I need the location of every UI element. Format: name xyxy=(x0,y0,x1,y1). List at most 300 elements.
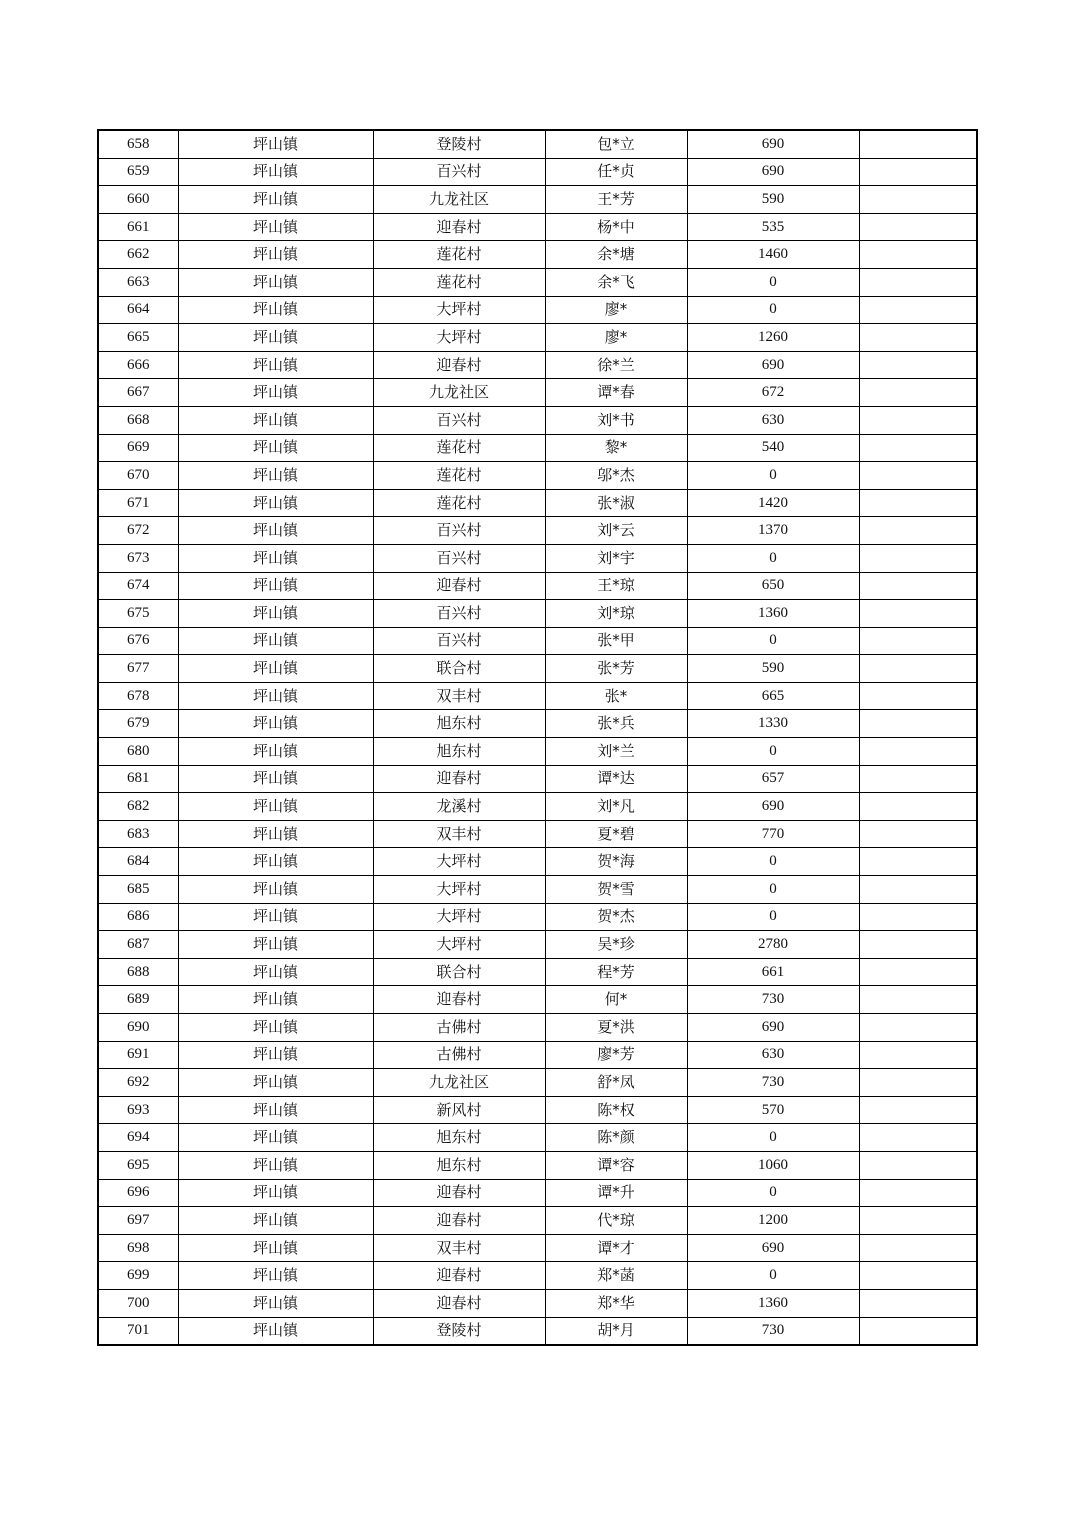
person-name-cell: 余*塘 xyxy=(545,241,687,269)
town-cell: 坪山镇 xyxy=(178,931,373,959)
note-cell xyxy=(859,1234,977,1262)
village-cell: 百兴村 xyxy=(373,158,545,186)
town-cell: 坪山镇 xyxy=(178,241,373,269)
town-cell: 坪山镇 xyxy=(178,848,373,876)
village-cell: 百兴村 xyxy=(373,544,545,572)
note-cell xyxy=(859,186,977,214)
table-row xyxy=(98,1096,977,1124)
town-cell: 坪山镇 xyxy=(178,351,373,379)
amount-cell: 630 xyxy=(687,1041,859,1069)
serial-number-cell: 687 xyxy=(98,931,178,959)
serial-number-cell: 680 xyxy=(98,738,178,766)
amount-cell: 0 xyxy=(687,627,859,655)
amount-cell: 770 xyxy=(687,820,859,848)
village-cell: 迎春村 xyxy=(373,351,545,379)
amount-cell: 665 xyxy=(687,682,859,710)
table-row xyxy=(98,876,977,904)
table-row xyxy=(98,1179,977,1207)
serial-number-cell: 697 xyxy=(98,1207,178,1235)
serial-number-cell: 685 xyxy=(98,876,178,904)
note-cell xyxy=(859,738,977,766)
amount-cell: 0 xyxy=(687,1124,859,1152)
table-row xyxy=(98,1262,977,1290)
village-cell: 双丰村 xyxy=(373,1234,545,1262)
serial-number-cell: 696 xyxy=(98,1179,178,1207)
note-cell xyxy=(859,241,977,269)
table-row xyxy=(98,820,977,848)
town-cell: 坪山镇 xyxy=(178,489,373,517)
person-name-cell: 陈*颜 xyxy=(545,1124,687,1152)
person-name-cell: 贺*雪 xyxy=(545,876,687,904)
amount-cell: 535 xyxy=(687,213,859,241)
note-cell xyxy=(859,682,977,710)
person-name-cell: 张*甲 xyxy=(545,627,687,655)
amount-cell: 690 xyxy=(687,1234,859,1262)
serial-number-cell: 672 xyxy=(98,517,178,545)
person-name-cell: 刘*书 xyxy=(545,406,687,434)
town-cell: 坪山镇 xyxy=(178,738,373,766)
note-cell xyxy=(859,489,977,517)
table-row xyxy=(98,544,977,572)
amount-cell: 2780 xyxy=(687,931,859,959)
note-cell xyxy=(859,406,977,434)
table-row xyxy=(98,1124,977,1152)
note-cell xyxy=(859,655,977,683)
note-cell xyxy=(859,268,977,296)
table-row xyxy=(98,1207,977,1235)
person-name-cell: 刘*宇 xyxy=(545,544,687,572)
town-cell: 坪山镇 xyxy=(178,903,373,931)
table-row xyxy=(98,765,977,793)
table-row xyxy=(98,627,977,655)
note-cell xyxy=(859,324,977,352)
village-cell: 百兴村 xyxy=(373,627,545,655)
serial-number-cell: 695 xyxy=(98,1151,178,1179)
person-name-cell: 夏*洪 xyxy=(545,1014,687,1042)
village-cell: 登陵村 xyxy=(373,130,545,158)
serial-number-cell: 689 xyxy=(98,986,178,1014)
table-row xyxy=(98,324,977,352)
table-row xyxy=(98,296,977,324)
serial-number-cell: 683 xyxy=(98,820,178,848)
village-cell: 迎春村 xyxy=(373,1289,545,1317)
serial-number-cell: 676 xyxy=(98,627,178,655)
village-cell: 迎春村 xyxy=(373,986,545,1014)
town-cell: 坪山镇 xyxy=(178,158,373,186)
note-cell xyxy=(859,600,977,628)
amount-cell: 690 xyxy=(687,158,859,186)
table-row xyxy=(98,130,977,158)
table-row xyxy=(98,958,977,986)
town-cell: 坪山镇 xyxy=(178,1262,373,1290)
serial-number-cell: 679 xyxy=(98,710,178,738)
amount-cell: 1200 xyxy=(687,1207,859,1235)
serial-number-cell: 698 xyxy=(98,1234,178,1262)
village-cell: 迎春村 xyxy=(373,765,545,793)
town-cell: 坪山镇 xyxy=(178,186,373,214)
table-row xyxy=(98,931,977,959)
village-cell: 大坪村 xyxy=(373,903,545,931)
amount-cell: 661 xyxy=(687,958,859,986)
amount-cell: 1360 xyxy=(687,600,859,628)
town-cell: 坪山镇 xyxy=(178,517,373,545)
table-row xyxy=(98,489,977,517)
amount-cell: 690 xyxy=(687,130,859,158)
note-cell xyxy=(859,876,977,904)
amount-cell: 1420 xyxy=(687,489,859,517)
note-cell xyxy=(859,1262,977,1290)
serial-number-cell: 684 xyxy=(98,848,178,876)
person-name-cell: 谭*才 xyxy=(545,1234,687,1262)
table-row xyxy=(98,434,977,462)
amount-cell: 1360 xyxy=(687,1289,859,1317)
serial-number-cell: 665 xyxy=(98,324,178,352)
town-cell: 坪山镇 xyxy=(178,1234,373,1262)
person-name-cell: 贺*海 xyxy=(545,848,687,876)
amount-cell: 1370 xyxy=(687,517,859,545)
person-name-cell: 郑*华 xyxy=(545,1289,687,1317)
village-cell: 百兴村 xyxy=(373,406,545,434)
town-cell: 坪山镇 xyxy=(178,682,373,710)
village-cell: 莲花村 xyxy=(373,434,545,462)
person-name-cell: 贺*杰 xyxy=(545,903,687,931)
amount-cell: 0 xyxy=(687,848,859,876)
person-name-cell: 郑*菡 xyxy=(545,1262,687,1290)
person-name-cell: 王*芳 xyxy=(545,186,687,214)
person-name-cell: 陈*权 xyxy=(545,1096,687,1124)
person-name-cell: 邬*杰 xyxy=(545,462,687,490)
amount-cell: 0 xyxy=(687,1179,859,1207)
amount-cell: 0 xyxy=(687,296,859,324)
person-name-cell: 程*芳 xyxy=(545,958,687,986)
amount-cell: 0 xyxy=(687,903,859,931)
note-cell xyxy=(859,434,977,462)
village-cell: 联合村 xyxy=(373,958,545,986)
amount-cell: 690 xyxy=(687,351,859,379)
table-row xyxy=(98,710,977,738)
person-name-cell: 何* xyxy=(545,986,687,1014)
town-cell: 坪山镇 xyxy=(178,296,373,324)
table-row xyxy=(98,848,977,876)
note-cell xyxy=(859,1289,977,1317)
village-cell: 双丰村 xyxy=(373,820,545,848)
note-cell xyxy=(859,1096,977,1124)
person-name-cell: 任*贞 xyxy=(545,158,687,186)
note-cell xyxy=(859,351,977,379)
amount-cell: 730 xyxy=(687,1069,859,1097)
town-cell: 坪山镇 xyxy=(178,1207,373,1235)
amount-cell: 0 xyxy=(687,462,859,490)
serial-number-cell: 690 xyxy=(98,1014,178,1042)
serial-number-cell: 692 xyxy=(98,1069,178,1097)
table-row xyxy=(98,186,977,214)
town-cell: 坪山镇 xyxy=(178,986,373,1014)
town-cell: 坪山镇 xyxy=(178,710,373,738)
amount-cell: 0 xyxy=(687,876,859,904)
person-name-cell: 夏*碧 xyxy=(545,820,687,848)
note-cell xyxy=(859,627,977,655)
table-row xyxy=(98,682,977,710)
table-row xyxy=(98,986,977,1014)
table-row xyxy=(98,1014,977,1042)
note-cell xyxy=(859,158,977,186)
serial-number-cell: 688 xyxy=(98,958,178,986)
serial-number-cell: 674 xyxy=(98,572,178,600)
village-cell: 大坪村 xyxy=(373,876,545,904)
village-cell: 大坪村 xyxy=(373,931,545,959)
village-cell: 莲花村 xyxy=(373,462,545,490)
note-cell xyxy=(859,793,977,821)
table-row xyxy=(98,379,977,407)
note-cell xyxy=(859,931,977,959)
table-row xyxy=(98,793,977,821)
amount-cell: 0 xyxy=(687,268,859,296)
amount-cell: 0 xyxy=(687,1262,859,1290)
village-cell: 大坪村 xyxy=(373,296,545,324)
person-name-cell: 余*飞 xyxy=(545,268,687,296)
amount-cell: 590 xyxy=(687,186,859,214)
village-cell: 双丰村 xyxy=(373,682,545,710)
amount-cell: 1060 xyxy=(687,1151,859,1179)
person-name-cell: 谭*春 xyxy=(545,379,687,407)
village-cell: 登陵村 xyxy=(373,1317,545,1345)
village-cell: 九龙社区 xyxy=(373,379,545,407)
note-cell xyxy=(859,765,977,793)
person-name-cell: 谭*升 xyxy=(545,1179,687,1207)
note-cell xyxy=(859,958,977,986)
town-cell: 坪山镇 xyxy=(178,1096,373,1124)
amount-cell: 630 xyxy=(687,406,859,434)
town-cell: 坪山镇 xyxy=(178,379,373,407)
village-cell: 古佛村 xyxy=(373,1041,545,1069)
town-cell: 坪山镇 xyxy=(178,627,373,655)
serial-number-cell: 667 xyxy=(98,379,178,407)
table-row xyxy=(98,1151,977,1179)
village-cell: 九龙社区 xyxy=(373,1069,545,1097)
village-cell: 旭东村 xyxy=(373,1124,545,1152)
village-cell: 百兴村 xyxy=(373,517,545,545)
serial-number-cell: 678 xyxy=(98,682,178,710)
serial-number-cell: 681 xyxy=(98,765,178,793)
town-cell: 坪山镇 xyxy=(178,1069,373,1097)
table-row xyxy=(98,600,977,628)
town-cell: 坪山镇 xyxy=(178,958,373,986)
serial-number-cell: 661 xyxy=(98,213,178,241)
town-cell: 坪山镇 xyxy=(178,876,373,904)
note-cell xyxy=(859,1207,977,1235)
person-name-cell: 廖*芳 xyxy=(545,1041,687,1069)
person-name-cell: 胡*月 xyxy=(545,1317,687,1345)
note-cell xyxy=(859,1041,977,1069)
town-cell: 坪山镇 xyxy=(178,1124,373,1152)
town-cell: 坪山镇 xyxy=(178,434,373,462)
town-cell: 坪山镇 xyxy=(178,1041,373,1069)
serial-number-cell: 701 xyxy=(98,1317,178,1345)
village-cell: 莲花村 xyxy=(373,268,545,296)
town-cell: 坪山镇 xyxy=(178,1317,373,1345)
note-cell xyxy=(859,1179,977,1207)
amount-cell: 650 xyxy=(687,572,859,600)
village-cell: 龙溪村 xyxy=(373,793,545,821)
person-name-cell: 徐*兰 xyxy=(545,351,687,379)
note-cell xyxy=(859,1069,977,1097)
serial-number-cell: 664 xyxy=(98,296,178,324)
serial-number-cell: 686 xyxy=(98,903,178,931)
town-cell: 坪山镇 xyxy=(178,765,373,793)
town-cell: 坪山镇 xyxy=(178,462,373,490)
roster-table-body xyxy=(98,130,977,1345)
town-cell: 坪山镇 xyxy=(178,130,373,158)
table-row xyxy=(98,655,977,683)
table-row xyxy=(98,213,977,241)
table-row xyxy=(98,1069,977,1097)
village-cell: 百兴村 xyxy=(373,600,545,628)
table-row xyxy=(98,572,977,600)
serial-number-cell: 682 xyxy=(98,793,178,821)
table-row xyxy=(98,268,977,296)
village-cell: 迎春村 xyxy=(373,1262,545,1290)
table-row xyxy=(98,406,977,434)
amount-cell: 0 xyxy=(687,544,859,572)
table-row xyxy=(98,462,977,490)
village-cell: 迎春村 xyxy=(373,1179,545,1207)
town-cell: 坪山镇 xyxy=(178,406,373,434)
person-name-cell: 张*兵 xyxy=(545,710,687,738)
village-cell: 旭东村 xyxy=(373,1151,545,1179)
town-cell: 坪山镇 xyxy=(178,655,373,683)
town-cell: 坪山镇 xyxy=(178,268,373,296)
serial-number-cell: 700 xyxy=(98,1289,178,1317)
town-cell: 坪山镇 xyxy=(178,600,373,628)
village-cell: 迎春村 xyxy=(373,572,545,600)
person-name-cell: 张* xyxy=(545,682,687,710)
person-name-cell: 张*芳 xyxy=(545,655,687,683)
town-cell: 坪山镇 xyxy=(178,324,373,352)
village-cell: 新风村 xyxy=(373,1096,545,1124)
village-cell: 莲花村 xyxy=(373,489,545,517)
note-cell xyxy=(859,213,977,241)
serial-number-cell: 660 xyxy=(98,186,178,214)
table-row xyxy=(98,1289,977,1317)
table-row xyxy=(98,517,977,545)
table-row xyxy=(98,241,977,269)
village-cell: 迎春村 xyxy=(373,213,545,241)
note-cell xyxy=(859,1151,977,1179)
person-name-cell: 包*立 xyxy=(545,130,687,158)
person-name-cell: 刘*凡 xyxy=(545,793,687,821)
person-name-cell: 廖* xyxy=(545,296,687,324)
roster-table xyxy=(97,129,978,1346)
amount-cell: 590 xyxy=(687,655,859,683)
serial-number-cell: 659 xyxy=(98,158,178,186)
person-name-cell: 谭*容 xyxy=(545,1151,687,1179)
table-row xyxy=(98,351,977,379)
town-cell: 坪山镇 xyxy=(178,1179,373,1207)
note-cell xyxy=(859,848,977,876)
town-cell: 坪山镇 xyxy=(178,820,373,848)
amount-cell: 540 xyxy=(687,434,859,462)
note-cell xyxy=(859,710,977,738)
serial-number-cell: 699 xyxy=(98,1262,178,1290)
serial-number-cell: 673 xyxy=(98,544,178,572)
note-cell xyxy=(859,379,977,407)
town-cell: 坪山镇 xyxy=(178,544,373,572)
town-cell: 坪山镇 xyxy=(178,213,373,241)
town-cell: 坪山镇 xyxy=(178,1289,373,1317)
table-row xyxy=(98,1234,977,1262)
amount-cell: 690 xyxy=(687,1014,859,1042)
village-cell: 大坪村 xyxy=(373,848,545,876)
person-name-cell: 刘*琼 xyxy=(545,600,687,628)
person-name-cell: 吴*珍 xyxy=(545,931,687,959)
serial-number-cell: 670 xyxy=(98,462,178,490)
person-name-cell: 舒*凤 xyxy=(545,1069,687,1097)
serial-number-cell: 677 xyxy=(98,655,178,683)
note-cell xyxy=(859,544,977,572)
village-cell: 莲花村 xyxy=(373,241,545,269)
town-cell: 坪山镇 xyxy=(178,1151,373,1179)
serial-number-cell: 658 xyxy=(98,130,178,158)
amount-cell: 1330 xyxy=(687,710,859,738)
serial-number-cell: 669 xyxy=(98,434,178,462)
amount-cell: 690 xyxy=(687,793,859,821)
person-name-cell: 王*琼 xyxy=(545,572,687,600)
amount-cell: 0 xyxy=(687,738,859,766)
person-name-cell: 刘*兰 xyxy=(545,738,687,766)
person-name-cell: 代*琼 xyxy=(545,1207,687,1235)
town-cell: 坪山镇 xyxy=(178,793,373,821)
village-cell: 联合村 xyxy=(373,655,545,683)
person-name-cell: 谭*达 xyxy=(545,765,687,793)
person-name-cell: 刘*云 xyxy=(545,517,687,545)
note-cell xyxy=(859,572,977,600)
note-cell xyxy=(859,130,977,158)
village-cell: 九龙社区 xyxy=(373,186,545,214)
note-cell xyxy=(859,1014,977,1042)
village-cell: 旭东村 xyxy=(373,738,545,766)
town-cell: 坪山镇 xyxy=(178,572,373,600)
table-row xyxy=(98,158,977,186)
town-cell: 坪山镇 xyxy=(178,1014,373,1042)
village-cell: 大坪村 xyxy=(373,324,545,352)
serial-number-cell: 691 xyxy=(98,1041,178,1069)
village-cell: 古佛村 xyxy=(373,1014,545,1042)
amount-cell: 1260 xyxy=(687,324,859,352)
serial-number-cell: 662 xyxy=(98,241,178,269)
person-name-cell: 廖* xyxy=(545,324,687,352)
person-name-cell: 杨*中 xyxy=(545,213,687,241)
serial-number-cell: 663 xyxy=(98,268,178,296)
serial-number-cell: 693 xyxy=(98,1096,178,1124)
note-cell xyxy=(859,517,977,545)
amount-cell: 570 xyxy=(687,1096,859,1124)
serial-number-cell: 675 xyxy=(98,600,178,628)
note-cell xyxy=(859,820,977,848)
note-cell xyxy=(859,462,977,490)
table-row xyxy=(98,903,977,931)
note-cell xyxy=(859,1124,977,1152)
serial-number-cell: 668 xyxy=(98,406,178,434)
person-name-cell: 黎* xyxy=(545,434,687,462)
person-name-cell: 张*淑 xyxy=(545,489,687,517)
amount-cell: 657 xyxy=(687,765,859,793)
amount-cell: 1460 xyxy=(687,241,859,269)
serial-number-cell: 671 xyxy=(98,489,178,517)
table-row xyxy=(98,1317,977,1345)
note-cell xyxy=(859,903,977,931)
note-cell xyxy=(859,986,977,1014)
village-cell: 旭东村 xyxy=(373,710,545,738)
